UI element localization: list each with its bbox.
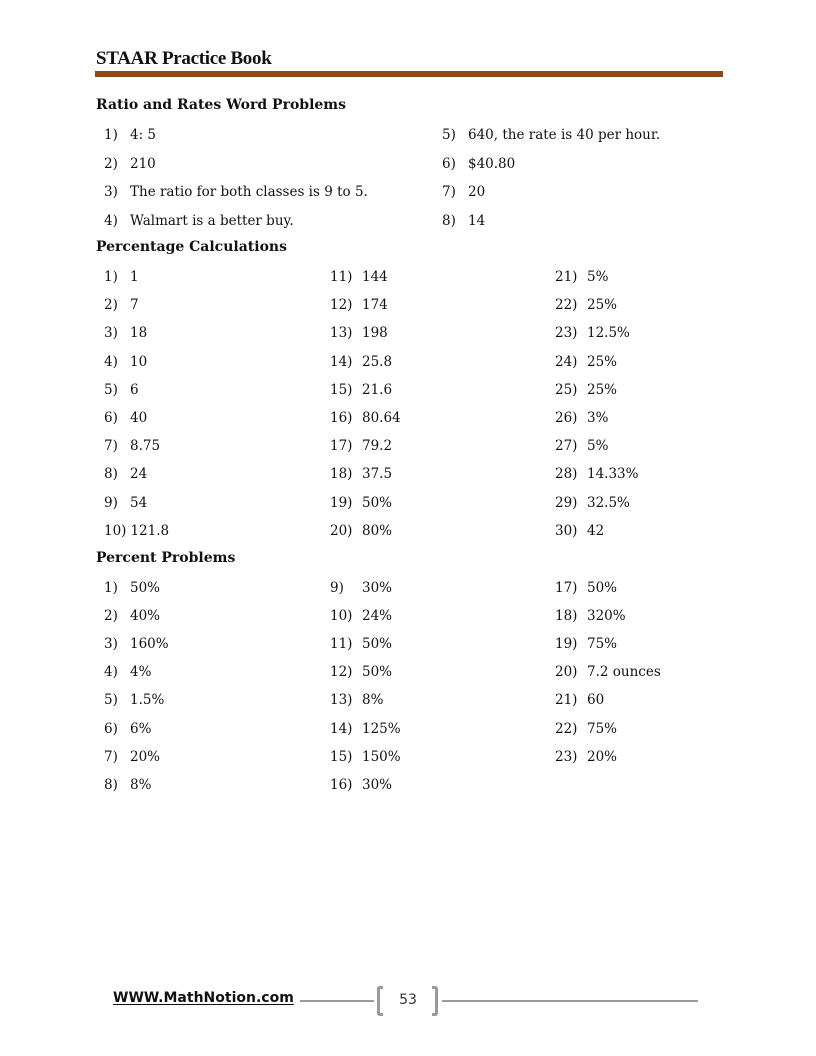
answer-number: 28) (555, 466, 578, 483)
answer-item (104, 777, 151, 793)
answer-number: 6) (442, 155, 456, 172)
answer-number: 23) (555, 325, 578, 342)
section-title: Percent Problems (96, 550, 236, 566)
answer-item (104, 354, 147, 370)
answer-item (555, 410, 608, 426)
answer-item (555, 382, 617, 398)
answer-number: 16) (330, 776, 353, 793)
answer-item (442, 127, 660, 143)
answer-number: 2) (104, 297, 118, 314)
answer-number: 1) (104, 580, 118, 596)
answer-value: Walmart is a better buy. (130, 212, 294, 229)
answer-number: 3) (104, 325, 118, 342)
answer-value: 6 (130, 381, 139, 398)
answer-item (555, 466, 638, 482)
answer-item (555, 325, 630, 341)
answer-item (442, 213, 485, 229)
answer-item (555, 495, 630, 511)
answer-value: 75% (587, 720, 618, 737)
answer-item (555, 749, 617, 765)
answer-item (104, 692, 164, 708)
answer-value: 144 (362, 269, 388, 285)
answer-item (330, 382, 392, 398)
answer-item (555, 664, 661, 680)
answer-item (555, 297, 617, 313)
answer-value: 24 (130, 466, 148, 483)
answer-number: 15) (330, 748, 353, 765)
answer-item (104, 325, 147, 341)
answer-number: 26) (555, 410, 578, 426)
answer-item (330, 636, 392, 652)
answer-value: 14 (468, 212, 486, 229)
answer-item (330, 692, 383, 708)
answer-value: 50% (362, 494, 393, 511)
answer-value: $40.80 (468, 155, 516, 172)
answer-item (555, 580, 617, 596)
answer-number: 16) (330, 410, 353, 426)
answer-number: 14) (330, 353, 353, 370)
answer-number: 17) (555, 580, 578, 596)
answer-item (555, 354, 617, 370)
answer-value: 25% (587, 381, 618, 398)
answer-value: 50% (362, 664, 393, 681)
answer-value: 25% (587, 297, 618, 314)
answer-value: 25.8 (362, 353, 393, 370)
answer-value: 174 (362, 297, 388, 314)
answer-number: 3) (104, 184, 118, 201)
answer-value: 7.2 ounces (587, 664, 661, 681)
answer-value: 12.5% (587, 325, 630, 342)
answer-item (104, 184, 368, 200)
footer-site-link[interactable]: WWW.MathNotion.com (113, 990, 294, 1006)
answer-value: 79.2 (362, 438, 393, 455)
answer-item (104, 523, 169, 539)
answer-item (555, 692, 604, 708)
answer-value: 7 (130, 297, 139, 314)
answer-item (442, 156, 515, 172)
answer-value: 8.75 (130, 438, 161, 455)
answer-value: 1.5% (130, 692, 165, 709)
answer-item (330, 664, 392, 680)
answer-value: The ratio for both classes is 9 to 5. (130, 184, 368, 201)
answer-value: 121.8 (130, 522, 170, 539)
answer-item (104, 636, 169, 652)
answer-value: 210 (130, 155, 156, 172)
header-rule (95, 71, 723, 77)
answer-number: 8) (104, 466, 118, 483)
answer-value: 30% (362, 580, 393, 596)
answer-item (104, 156, 156, 172)
answer-item (104, 438, 160, 454)
answer-item (330, 749, 401, 765)
answer-number: 10) (330, 608, 353, 625)
answer-number: 30) (555, 522, 578, 539)
answer-value: 30% (362, 776, 393, 793)
answer-number: 29) (555, 494, 578, 511)
answer-number: 7) (104, 438, 118, 455)
left-bracket-icon (377, 986, 383, 1016)
answer-item (104, 749, 160, 765)
answer-value: 42 (587, 522, 605, 539)
answer-number: 5) (104, 381, 118, 398)
answer-item (330, 495, 392, 511)
answer-item (330, 523, 392, 539)
answer-value: 150% (362, 748, 401, 765)
answer-number: 2) (104, 608, 118, 625)
answer-item (442, 184, 485, 200)
answer-item (104, 721, 151, 737)
answer-item (104, 213, 294, 229)
answer-number: 24) (555, 353, 578, 370)
answer-number: 12) (330, 664, 353, 681)
answer-number: 21) (555, 692, 578, 709)
answer-value: 50% (587, 580, 618, 596)
answer-number: 21) (555, 269, 578, 285)
answer-value: 80.64 (362, 410, 401, 426)
answer-number: 4) (104, 212, 118, 229)
answer-number: 25) (555, 381, 578, 398)
answer-value: 40 (130, 410, 148, 426)
answer-number: 7) (442, 184, 456, 201)
answer-item (330, 325, 388, 341)
answer-number: 5) (442, 127, 456, 143)
answer-item (555, 721, 617, 737)
answer-value: 6% (130, 720, 152, 737)
answer-item (330, 410, 401, 426)
answer-number: 9) (104, 494, 118, 511)
answer-number: 4) (104, 664, 118, 681)
answer-item (330, 777, 392, 793)
answer-value: 4: 5 (130, 127, 157, 143)
answer-value: 1 (130, 269, 139, 285)
footer-divider-left (300, 1000, 374, 1002)
answer-number: 8) (104, 776, 118, 793)
answer-item (104, 269, 139, 285)
answer-number: 18) (555, 608, 578, 625)
answer-value: 21.6 (362, 381, 393, 398)
answer-value: 125% (362, 720, 401, 737)
answer-number: 15) (330, 381, 353, 398)
answer-value: 20% (587, 748, 618, 765)
answer-value: 14.33% (587, 466, 639, 483)
answer-number: 18) (330, 466, 353, 483)
answer-value: 54 (130, 494, 148, 511)
answer-item (104, 580, 160, 596)
answer-number: 4) (104, 353, 118, 370)
answer-value: 198 (362, 325, 388, 342)
answer-value: 640, the rate is 40 per hour. (468, 127, 661, 143)
answer-number: 17) (330, 438, 353, 455)
answer-number: 20) (555, 664, 578, 681)
answer-item (104, 127, 156, 143)
answer-value: 32.5% (587, 494, 630, 511)
answer-item (330, 608, 392, 624)
answer-value: 24% (362, 608, 393, 625)
answer-number: 8) (442, 212, 456, 229)
answer-item (330, 466, 392, 482)
answer-value: 40% (130, 608, 161, 625)
right-bracket-icon (432, 986, 438, 1016)
answer-value: 25% (587, 353, 618, 370)
answer-number: 10) (104, 522, 127, 539)
answer-item (104, 608, 160, 624)
answer-value: 320% (587, 608, 626, 625)
answer-item (104, 664, 151, 680)
answer-number: 14) (330, 720, 353, 737)
answer-number: 22) (555, 297, 578, 314)
answer-number: 1) (104, 269, 118, 285)
answer-number: 13) (330, 692, 353, 709)
answer-item (555, 608, 626, 624)
answer-value: 80% (362, 522, 393, 539)
answer-number: 11) (330, 269, 353, 285)
answer-item (104, 297, 139, 313)
answer-value: 20 (468, 184, 486, 201)
answer-number: 9) (330, 580, 344, 596)
answer-number: 5) (104, 692, 118, 709)
answer-item (555, 636, 617, 652)
answer-value: 75% (587, 636, 618, 653)
answer-number: 20) (330, 522, 353, 539)
answer-value: 60 (587, 692, 605, 709)
answer-item (330, 297, 388, 313)
answer-value: 160% (130, 636, 169, 653)
answer-item (104, 410, 147, 426)
answer-value: 18 (130, 325, 148, 342)
answer-value: 50% (362, 636, 393, 653)
answer-value: 3% (587, 410, 609, 426)
answer-value: 5% (587, 438, 609, 455)
answer-item (104, 466, 147, 482)
answer-item (330, 269, 388, 285)
answer-value: 8% (362, 692, 384, 709)
page-number: 53 (399, 992, 417, 1008)
answer-item (330, 354, 392, 370)
answer-number: 22) (555, 720, 578, 737)
answer-value: 20% (130, 748, 161, 765)
answer-item (555, 438, 608, 454)
section-title: Ratio and Rates Word Problems (96, 97, 347, 113)
answer-number: 1) (104, 127, 118, 143)
answer-value: 8% (130, 776, 152, 793)
answer-number: 12) (330, 297, 353, 314)
answer-number: 6) (104, 410, 118, 426)
answer-item (330, 438, 392, 454)
answer-number: 7) (104, 748, 118, 765)
answer-value: 37.5 (362, 466, 393, 483)
answer-item (330, 580, 392, 596)
answer-item (104, 495, 147, 511)
answer-value: 50% (130, 580, 161, 596)
answer-number: 2) (104, 155, 118, 172)
answer-value: 5% (587, 269, 609, 285)
answer-item (330, 721, 401, 737)
answer-item (104, 382, 139, 398)
answer-number: 19) (555, 636, 578, 653)
answer-value: 4% (130, 664, 152, 681)
footer-divider-right (442, 1000, 698, 1002)
answer-number: 11) (330, 636, 353, 653)
answer-number: 3) (104, 636, 118, 653)
book-title: STAAR Practice Book (96, 48, 272, 69)
section-title: Percentage Calculations (96, 239, 287, 255)
answer-number: 23) (555, 748, 578, 765)
answer-number: 13) (330, 325, 353, 342)
answer-item (555, 269, 608, 285)
answer-value: 10 (130, 353, 148, 370)
answer-number: 19) (330, 494, 353, 511)
answer-number: 6) (104, 720, 118, 737)
answer-item (555, 523, 604, 539)
answer-number: 27) (555, 438, 578, 455)
